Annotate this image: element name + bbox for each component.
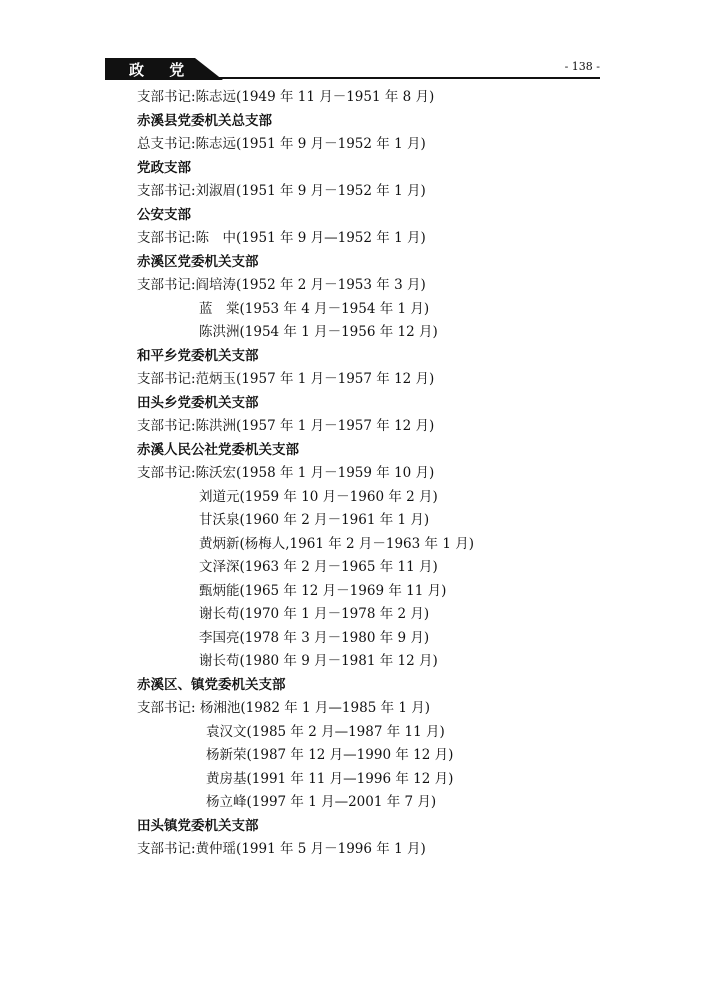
secretary-entry: 支部书记:陈沃宏(1958 年 1 月－1959 年 10 月) [137,465,435,481]
secretary-entry: 杨立峰(1997 年 1 月—2001 年 7 月) [206,794,437,810]
page-header [105,58,600,80]
secretary-entry: 支部书记:陈洪洲(1957 年 1 月－1957 年 12 月) [137,418,435,434]
subsection-heading: 赤溪县党委机关总支部 [137,112,272,129]
secretary-entry: 蓝 棠(1953 年 4 月－1954 年 1 月) [199,300,430,317]
secretary-entry: 支部书记:范炳玉(1957 年 1 月－1957 年 12 月) [137,371,435,387]
secretary-entry: 陈洪洲(1954 年 1 月－1956 年 12 月) [199,324,438,340]
subsection-heading: 党政支部 [137,159,191,176]
secretary-entry: 袁汉文(1985 年 2 月—1987 年 11 月) [206,723,445,740]
subsection-heading: 田头镇党委机关支部 [137,817,259,834]
secretary-entry: 甄炳能(1965 年 12 月－1969 年 11 月) [199,582,447,599]
secretary-entry: 支部书记:刘淑眉(1951 年 9 月－1952 年 1 月) [137,183,426,199]
secretary-entry: 支部书记:阎培涛(1952 年 2 月－1953 年 3 月) [137,277,426,293]
secretary-entry: 黄房基(1991 年 11 月—1996 年 12 月) [206,770,454,787]
section-title: 政 党 [129,61,195,79]
secretary-entry: 支部书记:陈志远(1949 年 11 月－1951 年 8 月) [137,89,435,105]
subsection-heading: 赤溪人民公社党委机关支部 [137,441,299,458]
subsection-heading: 赤溪区、镇党委机关支部 [137,676,286,693]
secretary-entry: 支部书记:黄仲瑶(1991 年 5 月－1996 年 1 月) [137,841,426,857]
secretary-entry: 刘道元(1959 年 10 月－1960 年 2 月) [199,488,438,505]
secretary-entry: 黄炳新(杨梅人,1961 年 2 月－1963 年 1 月) [199,535,474,552]
secretary-entry: 总支书记:陈志远(1951 年 9 月－1952 年 1 月) [137,136,426,152]
subsection-heading: 公安支部 [137,206,191,223]
page-content [137,86,607,862]
secretary-entry: 谢长苟(1980 年 9 月－1981 年 12 月) [199,653,438,669]
secretary-entry: 甘沃泉(1960 年 2 月－1961 年 1 月) [199,512,430,528]
secretary-entry: 文泽深(1963 年 2 月－1965 年 11 月) [199,559,438,575]
subsection-heading: 赤溪区党委机关支部 [137,253,259,270]
subsection-heading: 和平乡党委机关支部 [137,347,259,364]
page-number: - 138 - [564,60,600,73]
subsection-heading: 田头乡党委机关支部 [137,394,259,411]
secretary-entry: 李国亮(1978 年 3 月－1980 年 9 月) [199,629,430,646]
secretary-entry: 谢长苟(1970 年 1 月－1978 年 2 月) [199,606,430,622]
secretary-entry: 杨新荣(1987 年 12 月—1990 年 12 月) [206,747,454,763]
secretary-entry: 支部书记: 杨湘池(1982 年 1 月—1985 年 1 月) [137,700,431,716]
secretary-entry: 支部书记:陈 中(1951 年 9 月—1952 年 1 月) [137,230,426,246]
